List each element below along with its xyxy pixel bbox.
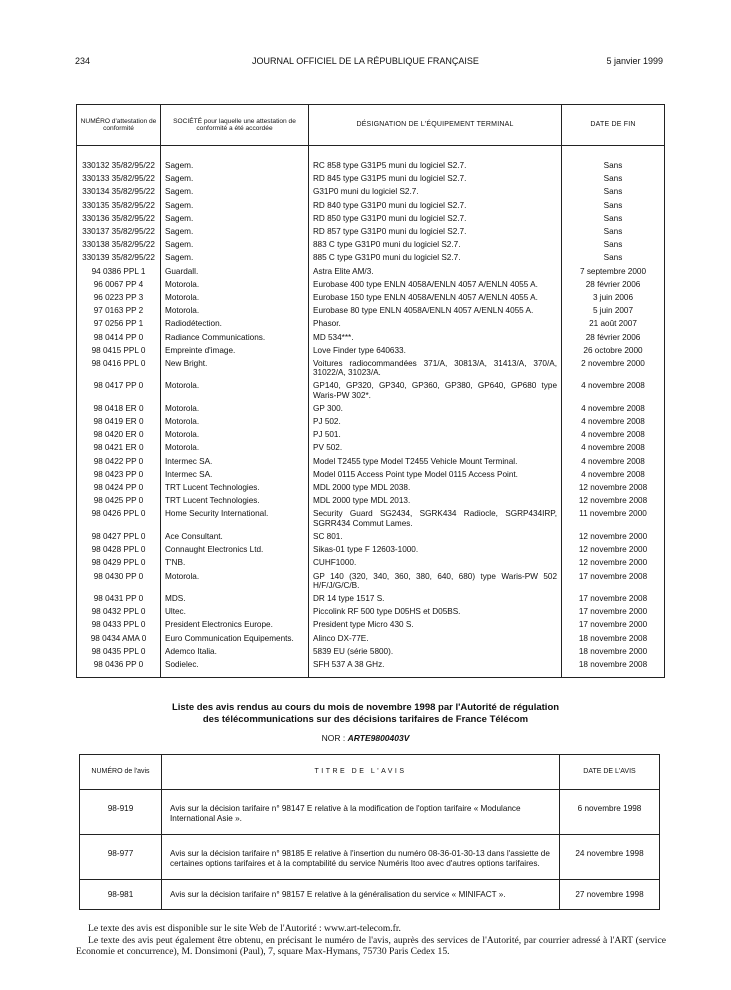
- cell-designation: Eurobase 150 type ENLN 4058A/ENLN 4057 A/ENLN 4055 A.: [309, 291, 562, 304]
- issue-date: 5 janvier 1999: [606, 56, 663, 66]
- table-row: [77, 441, 665, 454]
- cell-date-fin: Sans: [562, 172, 665, 185]
- cell-societe: Ultec.: [161, 605, 309, 618]
- cell-designation: Astra Elite AM/3.: [309, 265, 562, 278]
- table-row: [80, 880, 660, 910]
- table-row: [77, 304, 665, 317]
- cell-date-fin: 4 novembre 2008: [562, 455, 665, 468]
- cell-date-fin: Sans: [562, 251, 665, 264]
- cell-date-fin: 4 novembre 2008: [562, 441, 665, 454]
- cell-societe: Home Security International.: [161, 507, 309, 529]
- cell-designation: Eurobase 80 type ENLN 4058A/ENLN 4057 A/ENLN 4055 A.: [309, 304, 562, 317]
- cell-numero: 98 0427 PPL 0: [77, 530, 161, 543]
- table-row: [77, 379, 665, 401]
- cell-societe: New Bright.: [161, 357, 309, 379]
- footer-note-website: Le texte des avis est disponible sur le site Web de l'Autorité : www.art-telecom.fr.: [88, 923, 401, 934]
- cell-numero: 98 0418 ER 0: [77, 402, 161, 415]
- cell-societe: Sagem.: [161, 238, 309, 251]
- table-row: [77, 605, 665, 618]
- nor-value: ARTE9800403V: [347, 733, 410, 743]
- col-header-numero-avis: NUMÉRO de l'avis: [80, 755, 162, 790]
- cell-date-fin: 4 novembre 2008: [562, 402, 665, 415]
- cell-date-fin: 12 novembre 2008: [562, 481, 665, 494]
- table-row: [77, 530, 665, 543]
- cell-societe: Ace Consultant.: [161, 530, 309, 543]
- cell-societe: Radiodétection.: [161, 317, 309, 330]
- cell-societe: Sagem.: [161, 185, 309, 198]
- cell-date-fin: Sans: [562, 225, 665, 238]
- cell-numero: 98 0429 PPL 0: [77, 556, 161, 569]
- col-header-date-fin: DATE DE FIN: [562, 105, 665, 146]
- cell-numero: 97 0256 PP 1: [77, 317, 161, 330]
- cell-date-fin: 2 novembre 2000: [562, 357, 665, 379]
- cell-societe: Motorola.: [161, 304, 309, 317]
- cell-designation: GP 300.: [309, 402, 562, 415]
- cell-numero: 98 0416 PPL 0: [77, 357, 161, 379]
- attestation-table: [76, 104, 665, 678]
- table-row: [77, 317, 665, 330]
- cell-designation: PJ 501.: [309, 428, 562, 441]
- nor-reference: [0, 733, 731, 743]
- cell-numero: 98 0430 PP 0: [77, 570, 161, 592]
- table-row: [77, 556, 665, 569]
- cell-societe: Motorola.: [161, 402, 309, 415]
- cell-societe: Motorola.: [161, 415, 309, 428]
- footer-note-contact: Le texte des avis peut également être obtenu, en précisant le numéro de l'avis, auprès des services de l'Autorité, par courrier adressé à l'ART (service Economie et concurrence), M. Donsimoni (Paul), 7, square Max-Hymans, 75730 Paris Cedex 15.: [76, 935, 666, 957]
- cell-societe: Motorola.: [161, 441, 309, 454]
- table-row: [77, 507, 665, 529]
- table-row: [77, 632, 665, 645]
- cell-date-fin: 28 février 2006: [562, 331, 665, 344]
- cell-designation: Model T2455 type Model T2455 Vehicle Mount Terminal.: [309, 455, 562, 468]
- cell-numero: 98 0419 ER 0: [77, 415, 161, 428]
- cell-date-fin: Sans: [562, 199, 665, 212]
- table-row: [77, 402, 665, 415]
- cell-date-fin: 12 novembre 2008: [562, 494, 665, 507]
- cell-date-fin: 12 novembre 2000: [562, 530, 665, 543]
- cell-societe: Motorola.: [161, 379, 309, 401]
- cell-numero: 98 0424 PP 0: [77, 481, 161, 494]
- cell-designation: SFH 537 A 38 GHz.: [309, 658, 562, 678]
- cell-societe: President Electronics Europe.: [161, 618, 309, 631]
- cell-societe: TRT Lucent Technologies.: [161, 494, 309, 507]
- cell-designation: GP140, GP320, GP340, GP360, GP380, GP640, GP680 type Waris-PW 302*.: [309, 379, 562, 401]
- table-row: [77, 618, 665, 631]
- cell-date-fin: 4 novembre 2008: [562, 468, 665, 481]
- table-row: [77, 146, 665, 173]
- cell-numero: 98 0417 PP 0: [77, 379, 161, 401]
- cell-date-fin: 17 novembre 2000: [562, 618, 665, 631]
- cell-societe: Euro Communication Equipements.: [161, 632, 309, 645]
- cell-numero: 98 0415 PPL 0: [77, 344, 161, 357]
- cell-numero: 98 0436 PP 0: [77, 658, 161, 678]
- cell-societe: Ademco Italia.: [161, 645, 309, 658]
- table-row: [77, 455, 665, 468]
- cell-designation: MDL 2000 type MDL 2038.: [309, 481, 562, 494]
- cell-numero: 98 0428 PPL 0: [77, 543, 161, 556]
- cell-numero: 98 0431 PP 0: [77, 592, 161, 605]
- table-row: [77, 291, 665, 304]
- cell-numero: 98 0432 PPL 0: [77, 605, 161, 618]
- cell-designation: Love Finder type 640633.: [309, 344, 562, 357]
- table-row: [77, 481, 665, 494]
- cell-date-avis: 24 novembre 1998: [560, 835, 660, 880]
- cell-societe: Intermec SA.: [161, 455, 309, 468]
- cell-date-fin: Sans: [562, 146, 665, 173]
- cell-designation: RD 845 type G31P5 muni du logiciel S2.7.: [309, 172, 562, 185]
- table-row: [77, 199, 665, 212]
- cell-societe: Motorola.: [161, 278, 309, 291]
- table-row: [77, 172, 665, 185]
- cell-date-fin: 18 novembre 2008: [562, 632, 665, 645]
- cell-designation: RC 858 type G31P5 muni du logiciel S2.7.: [309, 146, 562, 173]
- cell-numero: 96 0067 PP 4: [77, 278, 161, 291]
- cell-designation: Eurobase 400 type ENLN 4058A/ENLN 4057 A/ENLN 4055 A.: [309, 278, 562, 291]
- cell-numero: 330136 35/82/95/22: [77, 212, 161, 225]
- cell-date-fin: 3 juin 2006: [562, 291, 665, 304]
- cell-societe: Guardall.: [161, 265, 309, 278]
- cell-titre-avis: Avis sur la décision tarifaire n° 98147 E relative à la modification de l'option tarifaire « Modulance International Asie ».: [162, 790, 560, 835]
- cell-date-fin: Sans: [562, 238, 665, 251]
- cell-designation: Alinco DX-77E.: [309, 632, 562, 645]
- cell-designation: 5839 EU (série 5800).: [309, 645, 562, 658]
- cell-date-fin: 4 novembre 2008: [562, 379, 665, 401]
- col-header-numero: NUMÉRO d'attestation de conformité: [77, 105, 161, 146]
- cell-designation: RD 840 type G31P0 muni du logiciel S2.7.: [309, 199, 562, 212]
- cell-numero-avis: 98-981: [80, 880, 162, 910]
- cell-titre-avis: Avis sur la décision tarifaire n° 98185 E relative à l'insertion du numéro 08-36-01-30-13 dans l'assiette de certaines options tarifaires et à la comptabilité du service Numéris Itoo avec d'autres options tarifaires.: [162, 835, 560, 880]
- cell-societe: Sagem.: [161, 199, 309, 212]
- cell-date-fin: 21 août 2007: [562, 317, 665, 330]
- cell-date-fin: 26 octobre 2000: [562, 344, 665, 357]
- cell-numero-avis: 98-919: [80, 790, 162, 835]
- cell-numero: 94 0386 PPL 1: [77, 265, 161, 278]
- cell-numero: 98 0433 PPL 0: [77, 618, 161, 631]
- cell-numero: 98 0421 ER 0: [77, 441, 161, 454]
- journal-title: JOURNAL OFFICIEL DE LA RÉPUBLIQUE FRANÇAISE: [252, 56, 479, 66]
- col-header-designation: DÉSIGNATION DE L'ÉQUIPEMENT TERMINAL: [309, 105, 562, 146]
- cell-designation: Sikas-01 type F 12603-1000.: [309, 543, 562, 556]
- section-title: [0, 702, 731, 726]
- cell-designation: 885 C type G31P0 muni du logiciel S2.7.: [309, 251, 562, 264]
- table-row: [77, 357, 665, 379]
- cell-societe: Sagem.: [161, 172, 309, 185]
- cell-societe: Radiance Communications.: [161, 331, 309, 344]
- cell-numero: 330133 35/82/95/22: [77, 172, 161, 185]
- cell-numero: 97 0163 PP 2: [77, 304, 161, 317]
- cell-designation: Voitures radiocommandées 371/A, 30813/A, 31413/A, 370/A, 31022/A, 31023/A.: [309, 357, 562, 379]
- cell-designation: DR 14 type 1517 S.: [309, 592, 562, 605]
- cell-societe: Motorola.: [161, 570, 309, 592]
- cell-numero: 96 0223 PP 3: [77, 291, 161, 304]
- table-row: [77, 428, 665, 441]
- table-row: [77, 570, 665, 592]
- cell-societe: Sagem.: [161, 212, 309, 225]
- cell-date-avis: 6 novembre 1998: [560, 790, 660, 835]
- cell-societe: Sagem.: [161, 251, 309, 264]
- cell-date-fin: 18 novembre 2000: [562, 645, 665, 658]
- table-row: [80, 835, 660, 880]
- section-title-line-1: Liste des avis rendus au cours du mois de novembre 1998 par l'Autorité de régulation: [171, 702, 560, 713]
- page-number: 234: [75, 56, 91, 66]
- nor-label: NOR :: [321, 733, 346, 743]
- table-row: [77, 658, 665, 678]
- cell-date-fin: 17 novembre 2000: [562, 605, 665, 618]
- col-header-date-avis: DATE DE L'AVIS: [560, 755, 660, 790]
- cell-date-fin: 12 novembre 2000: [562, 556, 665, 569]
- col-header-titre-avis: TITRE DE L'AVIS: [162, 755, 560, 790]
- table-row: [77, 278, 665, 291]
- cell-designation: MDL 2000 type MDL 2013.: [309, 494, 562, 507]
- cell-designation: RD 850 type G31P0 muni du logiciel S2.7.: [309, 212, 562, 225]
- cell-designation: SC 801.: [309, 530, 562, 543]
- cell-designation: Phasor.: [309, 317, 562, 330]
- cell-designation: MD 534***.: [309, 331, 562, 344]
- table-row: [77, 344, 665, 357]
- cell-designation: Model 0115 Access Point type Model 0115 Access Point.: [309, 468, 562, 481]
- cell-designation: 883 C type G31P0 muni du logiciel S2.7.: [309, 238, 562, 251]
- cell-societe: MDS.: [161, 592, 309, 605]
- cell-societe: T'NB.: [161, 556, 309, 569]
- table-row: [77, 543, 665, 556]
- table-row: [77, 645, 665, 658]
- cell-societe: Intermec SA.: [161, 468, 309, 481]
- cell-date-fin: Sans: [562, 212, 665, 225]
- table-row: [77, 212, 665, 225]
- cell-numero-avis: 98-977: [80, 835, 162, 880]
- cell-designation: PV 502.: [309, 441, 562, 454]
- cell-designation: RD 857 type G31P0 muni du logiciel S2.7.: [309, 225, 562, 238]
- cell-numero: 330134 35/82/95/22: [77, 185, 161, 198]
- cell-numero: 330137 35/82/95/22: [77, 225, 161, 238]
- cell-designation: G31P0 muni du logiciel S2.7.: [309, 185, 562, 198]
- table-row: [77, 238, 665, 251]
- table-row: [77, 225, 665, 238]
- cell-societe: Sagem.: [161, 225, 309, 238]
- cell-designation: CUHF1000.: [309, 556, 562, 569]
- table-row: [77, 265, 665, 278]
- cell-numero: 98 0422 PP 0: [77, 455, 161, 468]
- cell-numero: 98 0426 PPL 0: [77, 507, 161, 529]
- table-row: [77, 468, 665, 481]
- cell-societe: Connaught Electronics Ltd.: [161, 543, 309, 556]
- cell-designation: Piccolink RF 500 type D05HS et D05BS.: [309, 605, 562, 618]
- table-row: [80, 790, 660, 835]
- cell-date-fin: 17 novembre 2008: [562, 570, 665, 592]
- cell-titre-avis: Avis sur la décision tarifaire n° 98157 E relative à la généralisation du service « MINIFACT ».: [162, 880, 560, 910]
- cell-date-fin: 4 novembre 2008: [562, 415, 665, 428]
- table-row: [77, 592, 665, 605]
- cell-numero: 330132 35/82/95/22: [77, 146, 161, 173]
- cell-designation: PJ 502.: [309, 415, 562, 428]
- cell-date-fin: 7 septembre 2000: [562, 265, 665, 278]
- cell-numero: 330135 35/82/95/22: [77, 199, 161, 212]
- cell-date-fin: Sans: [562, 185, 665, 198]
- cell-date-fin: 4 novembre 2008: [562, 428, 665, 441]
- cell-date-fin: 17 novembre 2008: [562, 592, 665, 605]
- cell-date-fin: 5 juin 2007: [562, 304, 665, 317]
- cell-numero: 98 0420 ER 0: [77, 428, 161, 441]
- cell-numero: 98 0425 PP 0: [77, 494, 161, 507]
- table-row: [77, 415, 665, 428]
- cell-numero: 330138 35/82/95/22: [77, 238, 161, 251]
- cell-date-fin: 18 novembre 2008: [562, 658, 665, 678]
- col-header-societe: SOCIÉTÉ pour laquelle une attestation de conformité a été accordée: [161, 105, 309, 146]
- table-row: [77, 331, 665, 344]
- cell-date-avis: 27 novembre 1998: [560, 880, 660, 910]
- cell-numero: 98 0423 PP 0: [77, 468, 161, 481]
- avis-table: [79, 754, 660, 910]
- cell-date-fin: 12 novembre 2000: [562, 543, 665, 556]
- cell-societe: Sagem.: [161, 146, 309, 173]
- cell-societe: Motorola.: [161, 428, 309, 441]
- cell-societe: Motorola.: [161, 291, 309, 304]
- table-row: [77, 185, 665, 198]
- cell-numero: 98 0434 AMA 0: [77, 632, 161, 645]
- cell-societe: Empreinte d'image.: [161, 344, 309, 357]
- cell-designation: President type Micro 430 S.: [309, 618, 562, 631]
- cell-numero: 98 0414 PP 0: [77, 331, 161, 344]
- cell-date-fin: 11 novembre 2000: [562, 507, 665, 529]
- table-row: [77, 494, 665, 507]
- cell-designation: Security Guard SG2434, SGRK434 Radiocle, SGRP434IRP, SGRR434 Commut Lames.: [309, 507, 562, 529]
- table-row: [77, 251, 665, 264]
- cell-numero: 330139 35/82/95/22: [77, 251, 161, 264]
- cell-societe: TRT Lucent Technologies.: [161, 481, 309, 494]
- cell-societe: Sodielec.: [161, 658, 309, 678]
- cell-designation: GP 140 (320, 340, 360, 380, 640, 680) type Waris-PW 502 H/F/J/G/C/B.: [309, 570, 562, 592]
- cell-date-fin: 28 février 2006: [562, 278, 665, 291]
- section-title-line-2: des télécommunications sur des décisions tarifaires de France Télécom: [202, 714, 529, 725]
- cell-numero: 98 0435 PPL 0: [77, 645, 161, 658]
